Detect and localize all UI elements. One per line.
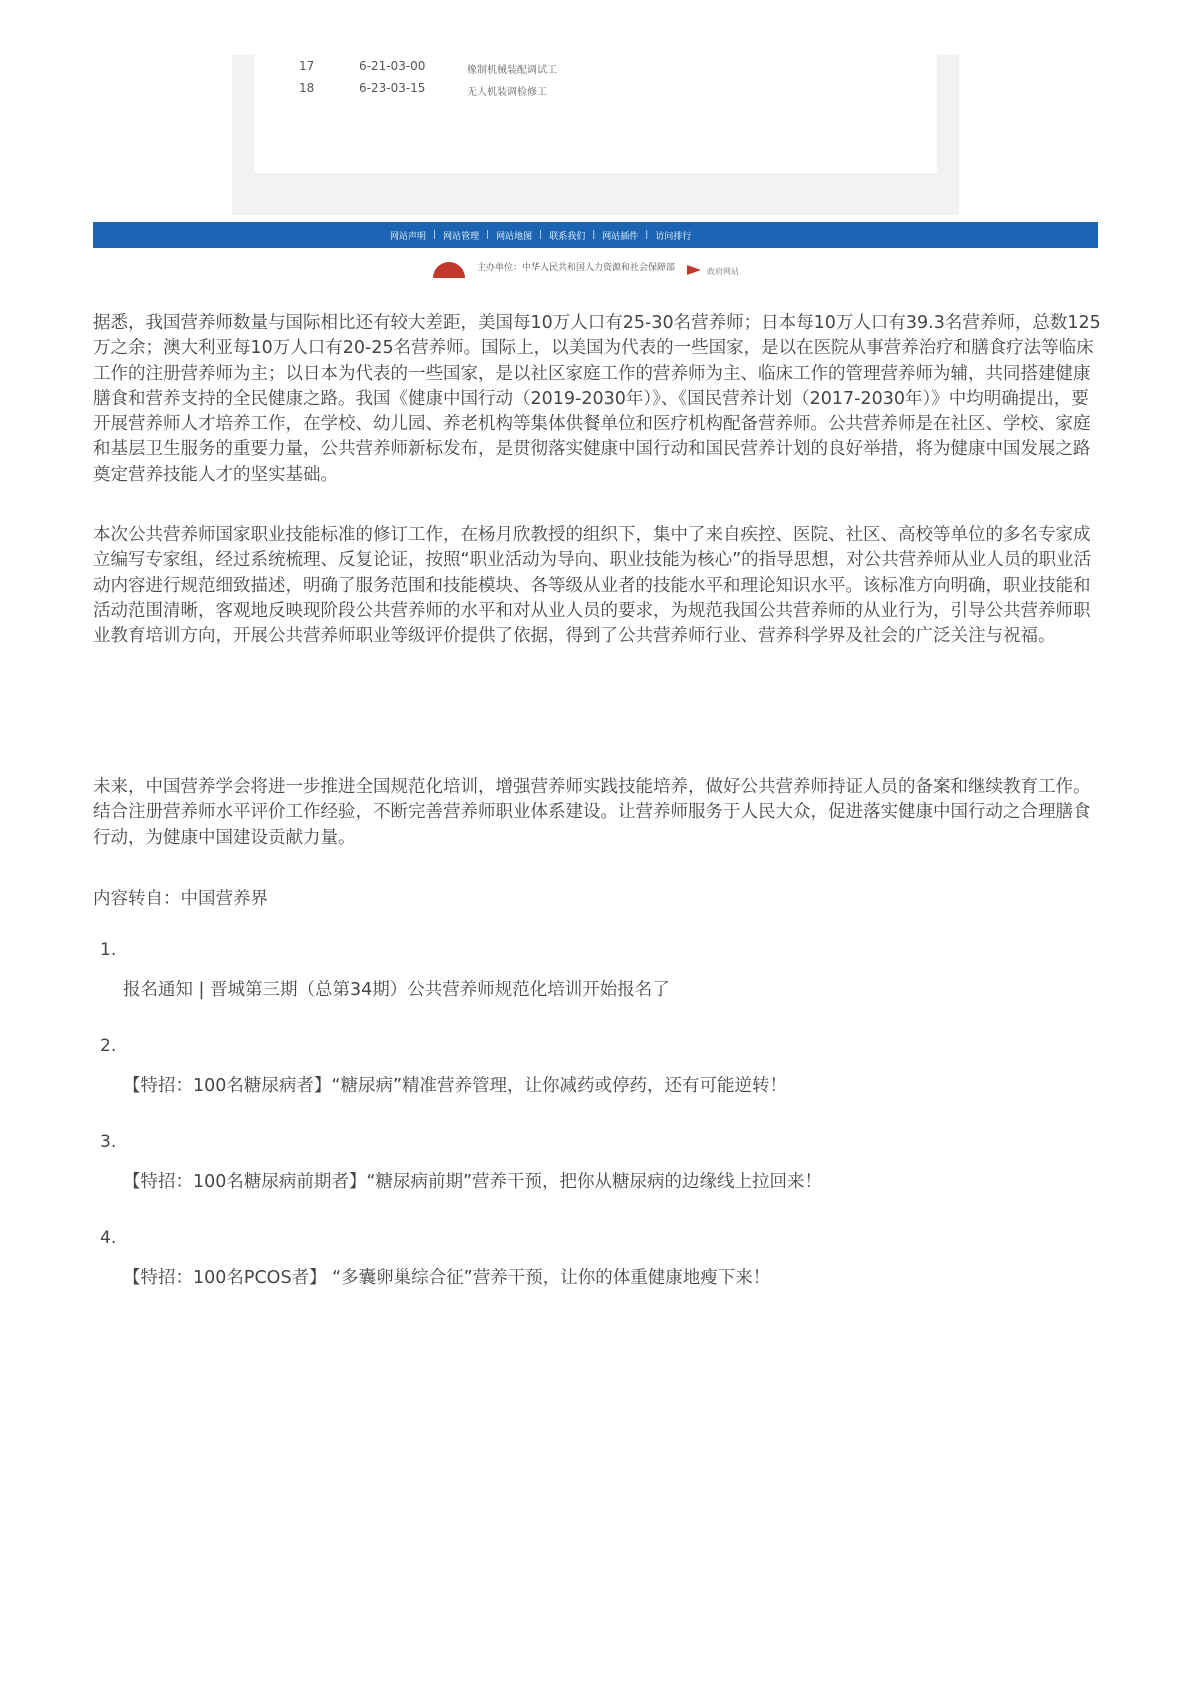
list-item [93, 940, 1105, 1036]
footer-link: 访问排行 [655, 231, 692, 242]
footer-separator: | [539, 230, 543, 240]
row-number: 18 [299, 81, 315, 95]
footer-link: 网站管理 [443, 231, 480, 242]
list-item [93, 1036, 1105, 1132]
related-article-link[interactable]: 【特招：100名糖尿病前期者】“糖尿病前期”营养干预，把你从糖尿病的边缘线上拉回来！ [123, 1172, 823, 1192]
row-occupation: 无人机装调检修工 [467, 87, 547, 98]
footer-link: 网站插件 [602, 231, 639, 242]
related-article-link[interactable]: 【特招：100名糖尿病者】“糖尿病”精准营养管理，让你减药或停药，还有可能逆转！ [123, 1076, 788, 1096]
sponsor-text: 主办单位：中华人民共和国人力资源和社会保障部 [477, 262, 676, 273]
embedded-screenshot [93, 0, 1098, 290]
embedded-footer-links [383, 222, 698, 248]
source-attribution: 内容转自：中国营养界 [93, 889, 268, 909]
footer-link: 网站地图 [496, 231, 533, 242]
red-flag-icon [687, 265, 701, 275]
list-number: 2. [100, 1036, 117, 1056]
list-number: 4. [100, 1228, 117, 1248]
embedded-page-frame [232, 55, 959, 215]
footer-separator: | [486, 230, 490, 240]
related-article-link[interactable]: 【特招：100名PCOS者】 “多囊卵巢综合征”营养干预，让你的体重健康地瘦下来！ [123, 1268, 771, 1288]
embedded-footer-bar [93, 222, 1098, 248]
related-article-link[interactable]: 报名通知 | 晋城第三期（总第34期）公共营养师规范化培训开始报名了 [123, 980, 670, 1000]
embedded-table-card [254, 55, 937, 173]
list-number: 3. [100, 1132, 117, 1152]
list-number: 1. [100, 940, 117, 960]
article-paragraph: 未来，中国营养学会将进一步推进全国规范化培训，增强营养师实践技能培养，做好公共营养师持证人员的备案和继续教育工作。结合注册营养师水平评价工作经验，不断完善营养师职业体系建设。让营养师服务于人民大众，促进落实健康中国行动之合理膳食行动，为健康中国建设贡献力量。 [93, 777, 1091, 848]
row-code: 6-21-03-00 [359, 59, 426, 73]
row-occupation: 橡制机械装配调试工 [467, 65, 557, 76]
footer-separator: | [592, 230, 596, 240]
row-number: 17 [299, 59, 315, 73]
footer-separator: | [433, 230, 437, 240]
footer-separator: | [645, 230, 649, 240]
list-item [93, 1132, 1105, 1228]
article-paragraph: 本次公共营养师国家职业技能标准的修订工作，在杨月欣教授的组织下，集中了来自疾控、医院、社区、高校等单位的多名专家成立编写专家组，经过系统梳理、反复论证，按照“职业活动为导向、职业技能为核心”的指导思想，对公共营养师从业人员的职业活动内容进行规范细致描述，明确了服务范围和技能模块、各等级从业者的技能水平和理论知识水平。该标准方向明确，职业技能和活动范围清晰，客观地反映现阶段公共营养师的水平和对从业人员的要求，为规范我国公共营养师的从业行为，引导公共营养师职业教育培训方向，开展公共营养师职业等级评价提供了依据，得到了公共营养师行业、营养科学界及社会的广泛关注与祝福。 [93, 525, 1092, 647]
footer-link: 联系我们 [549, 231, 586, 242]
sponsor-tail: 政府网站 [707, 266, 740, 276]
embedded-sponsor-line [433, 258, 739, 274]
list-item [93, 1228, 1105, 1324]
related-articles-list [93, 940, 1105, 1324]
national-emblem-icon [433, 262, 465, 278]
footer-link: 网站声明 [390, 231, 427, 242]
article-paragraph: 据悉，我国营养师数量与国际相比还有较大差距，美国每10万人口有25-30名营养师；日本每10万人口有39.3名营养师，总数125万之余；澳大利亚每10万人口有20-25名营养师。国际上，以美国为代表的一些国家，是以在医院从事营养治疗和膳食疗法等临床工作的注册营养师为主；以日本为代表的一些国家，是以社区家庭工作的营养师为主、临床工作的管理营养师为辅，共同搭建健康膳食和营养支持的全民健康之路。我国《健康中国行动（2019-2030年）》、《国民营养计划（2017-2030年）》中均明确提出，要开展营养师人才培养工作，在学校、幼儿园、养老机构等集体供餐单位和医疗机构配备营养师。公共营养师是在社区、学校、家庭和基层卫生服务的重要力量，公共营养师新标发布，是贯彻落实健康中国行动和国民营养计划的良好举措，将为健康中国发展之路奠定营养技能人才的坚实基础。 [93, 313, 1101, 485]
row-code: 6-23-03-15 [359, 81, 426, 95]
